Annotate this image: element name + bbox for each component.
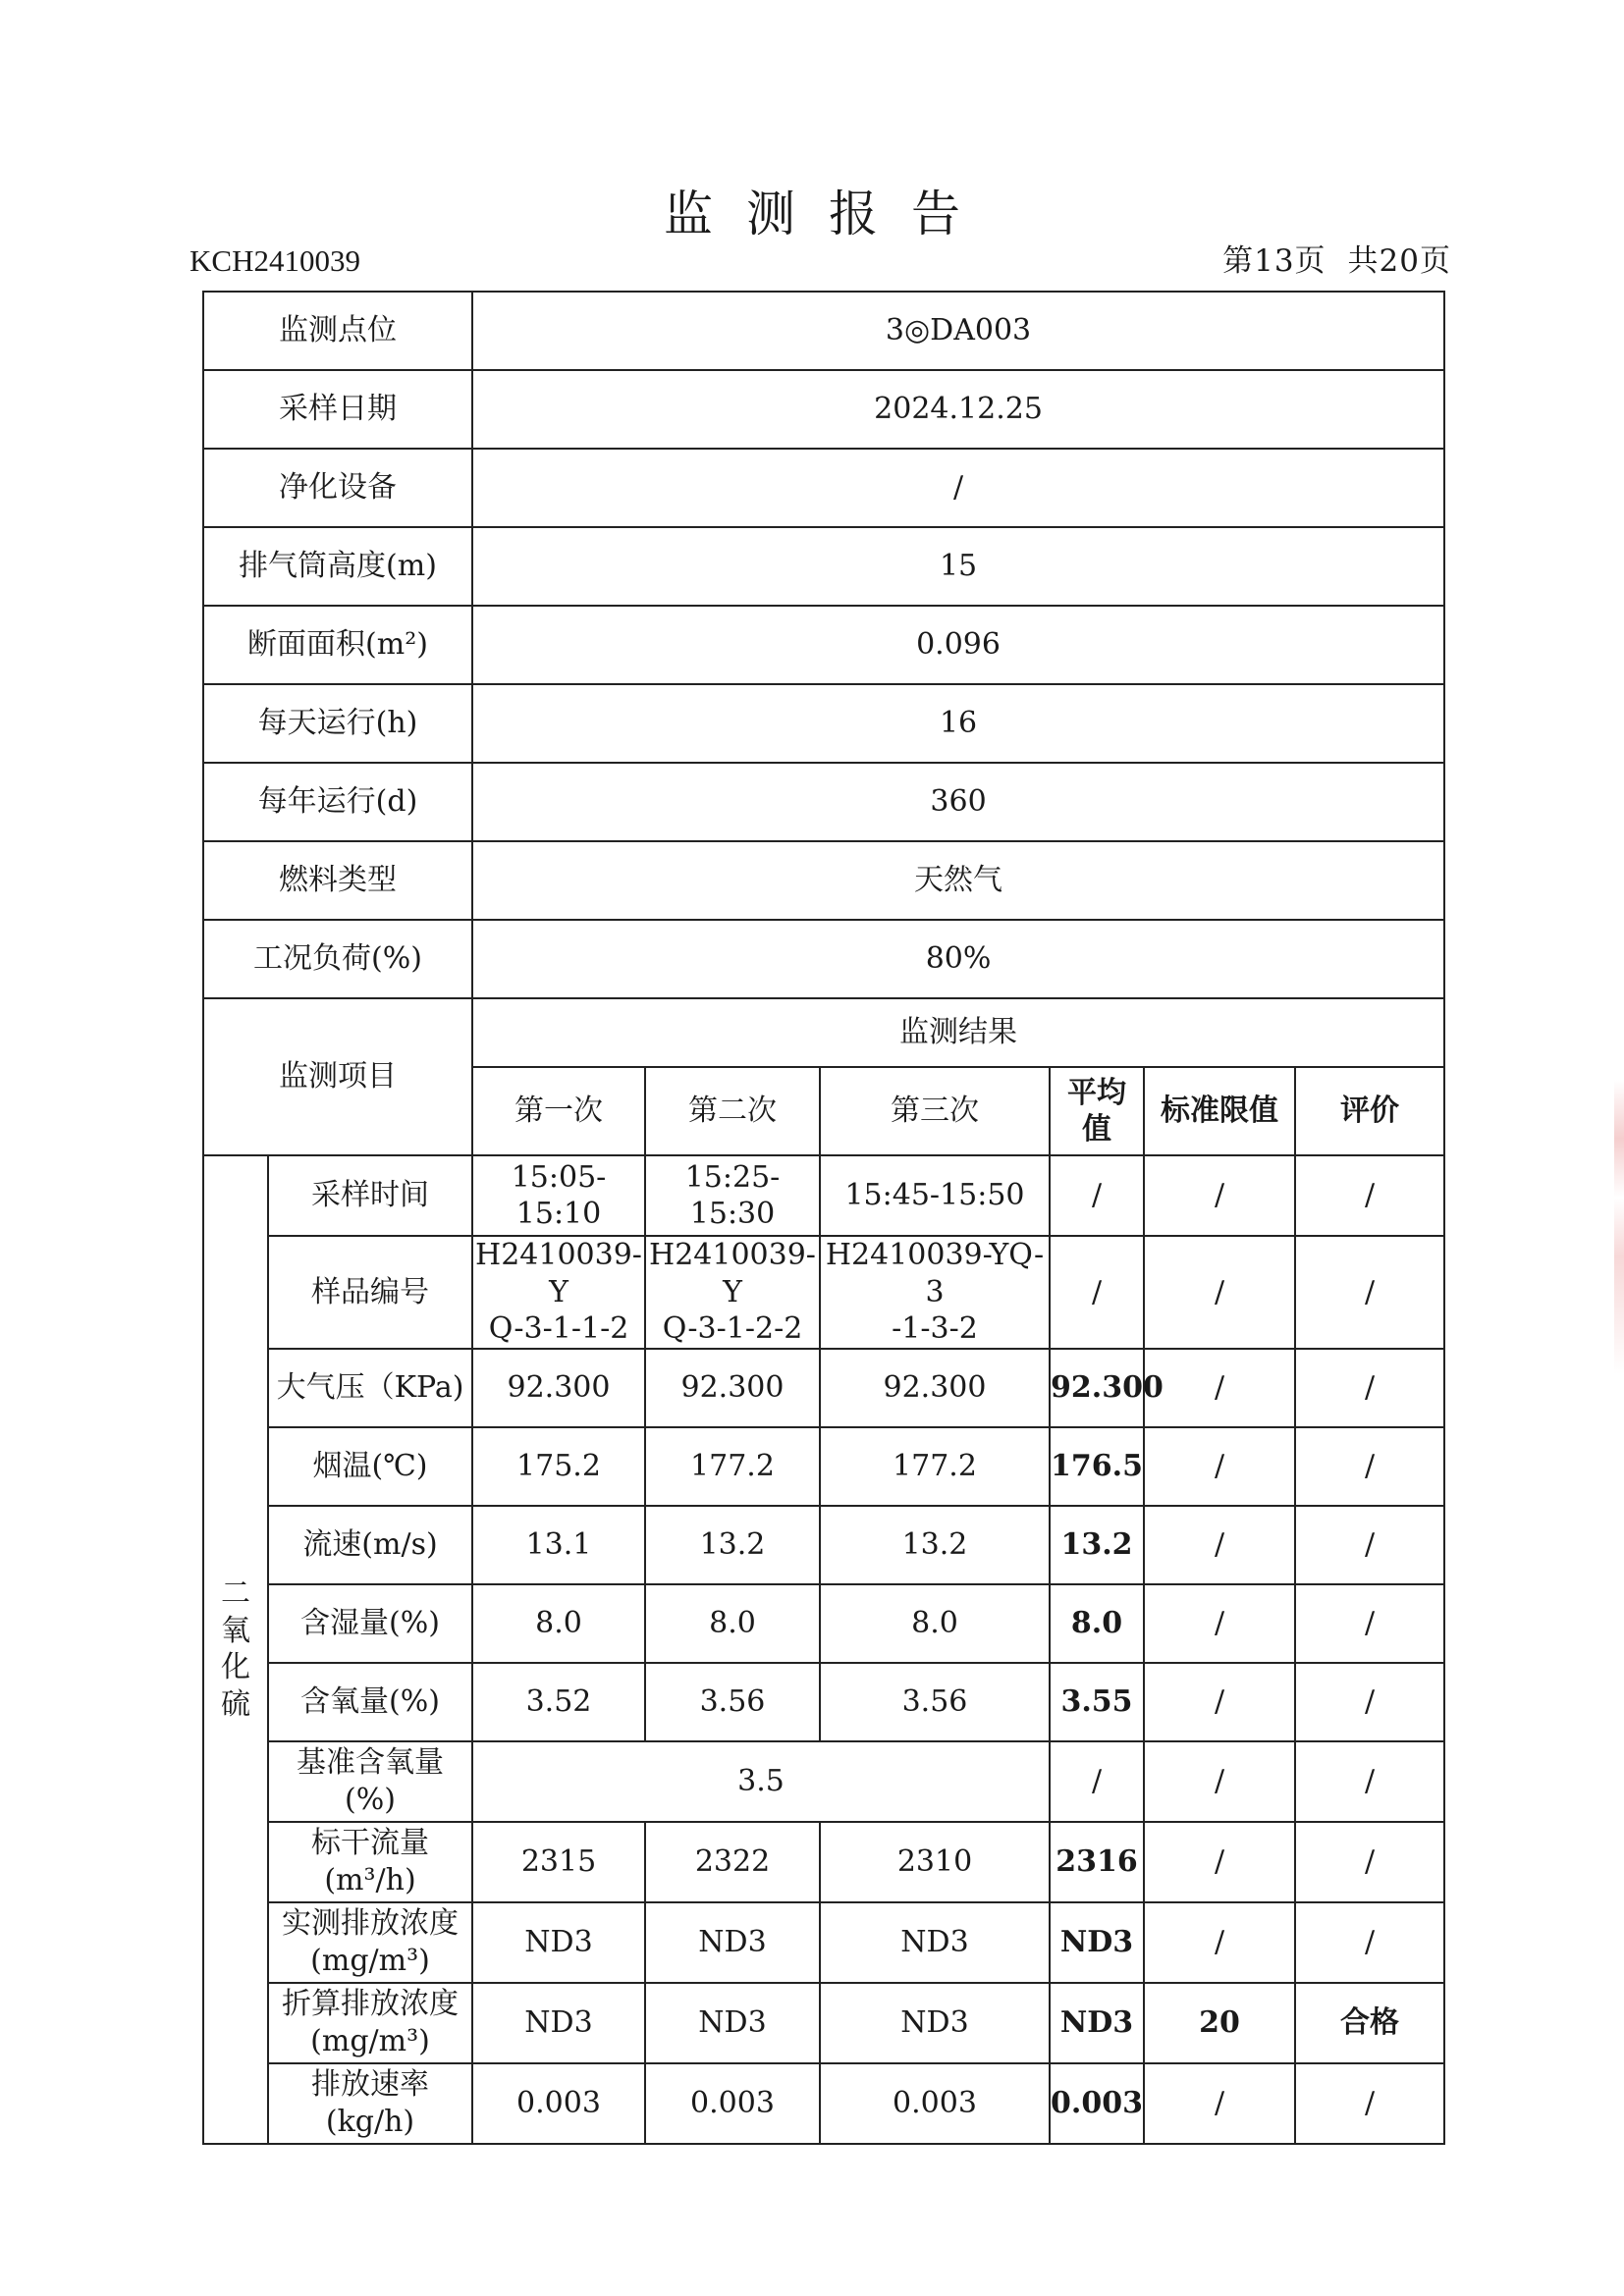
evaluation: / — [1295, 1236, 1444, 1349]
info-value: 16 — [472, 684, 1444, 763]
average: 176.5 — [1050, 1427, 1144, 1506]
row-name: 含氧量(%) — [268, 1663, 472, 1741]
info-row — [203, 449, 1444, 527]
info-label: 净化设备 — [203, 449, 472, 527]
average-header — [1050, 1067, 1144, 1155]
row-name: 烟温(℃) — [268, 1427, 472, 1506]
table-row — [203, 1741, 1444, 1822]
value-3: 8.0 — [820, 1584, 1050, 1663]
limit: 20 — [1144, 1983, 1295, 2063]
table-row — [203, 1236, 1444, 1349]
average: 8.0 — [1050, 1584, 1144, 1663]
report-title: 监测报告 — [664, 186, 994, 242]
value-3: 92.300 — [820, 1349, 1050, 1427]
document-number: KCH2410039 — [189, 243, 360, 278]
info-label: 采样日期 — [203, 370, 472, 449]
average: / — [1050, 1741, 1144, 1822]
seal-edge-mark — [1614, 1080, 1624, 1374]
average: ND3 — [1050, 1983, 1144, 2063]
row-name: 含湿量(%) — [268, 1584, 472, 1663]
monitoring-item-header: 监测项目 — [203, 998, 472, 1155]
third-header: 第三次 — [820, 1067, 1050, 1155]
value-1: 175.2 — [472, 1427, 645, 1506]
info-row — [203, 841, 1444, 920]
average: / — [1050, 1155, 1144, 1236]
value-1: 0.003 — [472, 2063, 645, 2144]
info-value: 3◎DA003 — [472, 292, 1444, 370]
value-3: 0.003 — [820, 2063, 1050, 2144]
table-row — [203, 1427, 1444, 1506]
evaluation: 合格 — [1295, 1983, 1444, 2063]
report-table — [202, 291, 1445, 2145]
value-1: 8.0 — [472, 1584, 645, 1663]
table-row — [203, 1822, 1444, 1902]
limit: / — [1144, 1506, 1295, 1584]
limit: / — [1144, 1584, 1295, 1663]
evaluation: / — [1295, 2063, 1444, 2144]
info-label: 监测点位 — [203, 292, 472, 370]
info-value: 15 — [472, 527, 1444, 606]
value-3: ND3 — [820, 1983, 1050, 2063]
value-3: ND3 — [820, 1902, 1050, 1983]
evaluation: / — [1295, 1427, 1444, 1506]
evaluation: / — [1295, 1349, 1444, 1427]
value-3: 3.56 — [820, 1663, 1050, 1741]
value-2: 15:25-15:30 — [645, 1155, 820, 1236]
row-name: 实测排放浓度 (mg/m³) — [268, 1902, 472, 1983]
evaluation: / — [1295, 1663, 1444, 1741]
info-row — [203, 763, 1444, 841]
value-1: 13.1 — [472, 1506, 645, 1584]
limit: / — [1144, 1236, 1295, 1349]
value-2: ND3 — [645, 1983, 820, 2063]
value-3: 2310 — [820, 1822, 1050, 1902]
info-value: 天然气 — [472, 841, 1444, 920]
info-row — [203, 527, 1444, 606]
value-1: 2315 — [472, 1822, 645, 1902]
row-name: 排放速率 (kg/h) — [268, 2063, 472, 2144]
table-row — [203, 1506, 1444, 1584]
value-1: 3.52 — [472, 1663, 645, 1741]
value-1: H2410039-Y Q-3-1-1-2 — [472, 1236, 645, 1349]
average: ND3 — [1050, 1902, 1144, 1983]
page-current: 第13页 — [1222, 243, 1326, 279]
row-name: 流速(m/s) — [268, 1506, 472, 1584]
average: 13.2 — [1050, 1506, 1144, 1584]
value-1: 92.300 — [472, 1349, 645, 1427]
info-value: 80% — [472, 920, 1444, 998]
info-row — [203, 292, 1444, 370]
limit: / — [1144, 1822, 1295, 1902]
info-value: 0.096 — [472, 606, 1444, 684]
average: / — [1050, 1236, 1144, 1349]
limit: / — [1144, 2063, 1295, 2144]
table-row — [203, 1983, 1444, 2063]
value-2: H2410039-Y Q-3-1-2-2 — [645, 1236, 820, 1349]
info-label: 燃料类型 — [203, 841, 472, 920]
value-2: 8.0 — [645, 1584, 820, 1663]
info-row — [203, 370, 1444, 449]
table-row — [203, 1584, 1444, 1663]
results-header-row — [203, 998, 1444, 1067]
average-header-line2: 值 — [1082, 1112, 1111, 1147]
value-1: ND3 — [472, 1983, 645, 2063]
info-value: 2024.12.25 — [472, 370, 1444, 449]
info-row — [203, 606, 1444, 684]
limit: / — [1144, 1155, 1295, 1236]
table-row — [203, 1155, 1444, 1236]
evaluation: / — [1295, 1902, 1444, 1983]
value-2: 0.003 — [645, 2063, 820, 2144]
value-2: 92.300 — [645, 1349, 820, 1427]
first-header: 第一次 — [472, 1067, 645, 1155]
info-label: 工况负荷(%) — [203, 920, 472, 998]
info-row — [203, 684, 1444, 763]
limit: / — [1144, 1741, 1295, 1822]
row-name: 大气压（KPa) — [268, 1349, 472, 1427]
value-2: 13.2 — [645, 1506, 820, 1584]
value-2: ND3 — [645, 1902, 820, 1983]
table-row — [203, 1902, 1444, 1983]
merged-value: 3.5 — [472, 1741, 1050, 1822]
table-row — [203, 2063, 1444, 2144]
evaluation: / — [1295, 1506, 1444, 1584]
info-label: 排气筒高度(m) — [203, 527, 472, 606]
row-name: 采样时间 — [268, 1155, 472, 1236]
table-row — [203, 1349, 1444, 1427]
page-total: 共20页 — [1347, 243, 1451, 279]
value-3: H2410039-YQ-3 -1-3-2 — [820, 1236, 1050, 1349]
row-name: 基准含氧量 (%) — [268, 1741, 472, 1822]
page-number — [1222, 236, 1451, 280]
info-value: 360 — [472, 763, 1444, 841]
value-1: ND3 — [472, 1902, 645, 1983]
value-2: 3.56 — [645, 1663, 820, 1741]
limit: / — [1144, 1663, 1295, 1741]
limit: / — [1144, 1902, 1295, 1983]
average: 3.55 — [1050, 1663, 1144, 1741]
average: 0.003 — [1050, 2063, 1144, 2144]
info-row — [203, 920, 1444, 998]
value-2: 2322 — [645, 1822, 820, 1902]
second-header: 第二次 — [645, 1067, 820, 1155]
evaluation: / — [1295, 1584, 1444, 1663]
value-3: 15:45-15:50 — [820, 1155, 1050, 1236]
info-label: 每年运行(d) — [203, 763, 472, 841]
value-2: 177.2 — [645, 1427, 820, 1506]
evaluation: / — [1295, 1155, 1444, 1236]
evaluation: / — [1295, 1822, 1444, 1902]
limit: / — [1144, 1427, 1295, 1506]
limit: / — [1144, 1349, 1295, 1427]
pollutant-label: 二 氧 化 硫 — [203, 1155, 268, 2144]
row-name: 标干流量 (m³/h) — [268, 1822, 472, 1902]
evaluation-header: 评价 — [1295, 1067, 1444, 1155]
value-3: 13.2 — [820, 1506, 1050, 1584]
average: 2316 — [1050, 1822, 1144, 1902]
info-label: 断面面积(m²) — [203, 606, 472, 684]
row-name: 样品编号 — [268, 1236, 472, 1349]
row-name: 折算排放浓度 (mg/m³) — [268, 1983, 472, 2063]
value-1: 15:05-15:10 — [472, 1155, 645, 1236]
table-row — [203, 1663, 1444, 1741]
info-label: 每天运行(h) — [203, 684, 472, 763]
evaluation: / — [1295, 1741, 1444, 1822]
limit-header: 标准限值 — [1144, 1067, 1295, 1155]
info-value: / — [472, 449, 1444, 527]
average-header-line1: 平均 — [1067, 1075, 1126, 1110]
monitoring-results-header: 监测结果 — [472, 998, 1444, 1067]
average: 92.300 — [1050, 1349, 1144, 1427]
value-3: 177.2 — [820, 1427, 1050, 1506]
